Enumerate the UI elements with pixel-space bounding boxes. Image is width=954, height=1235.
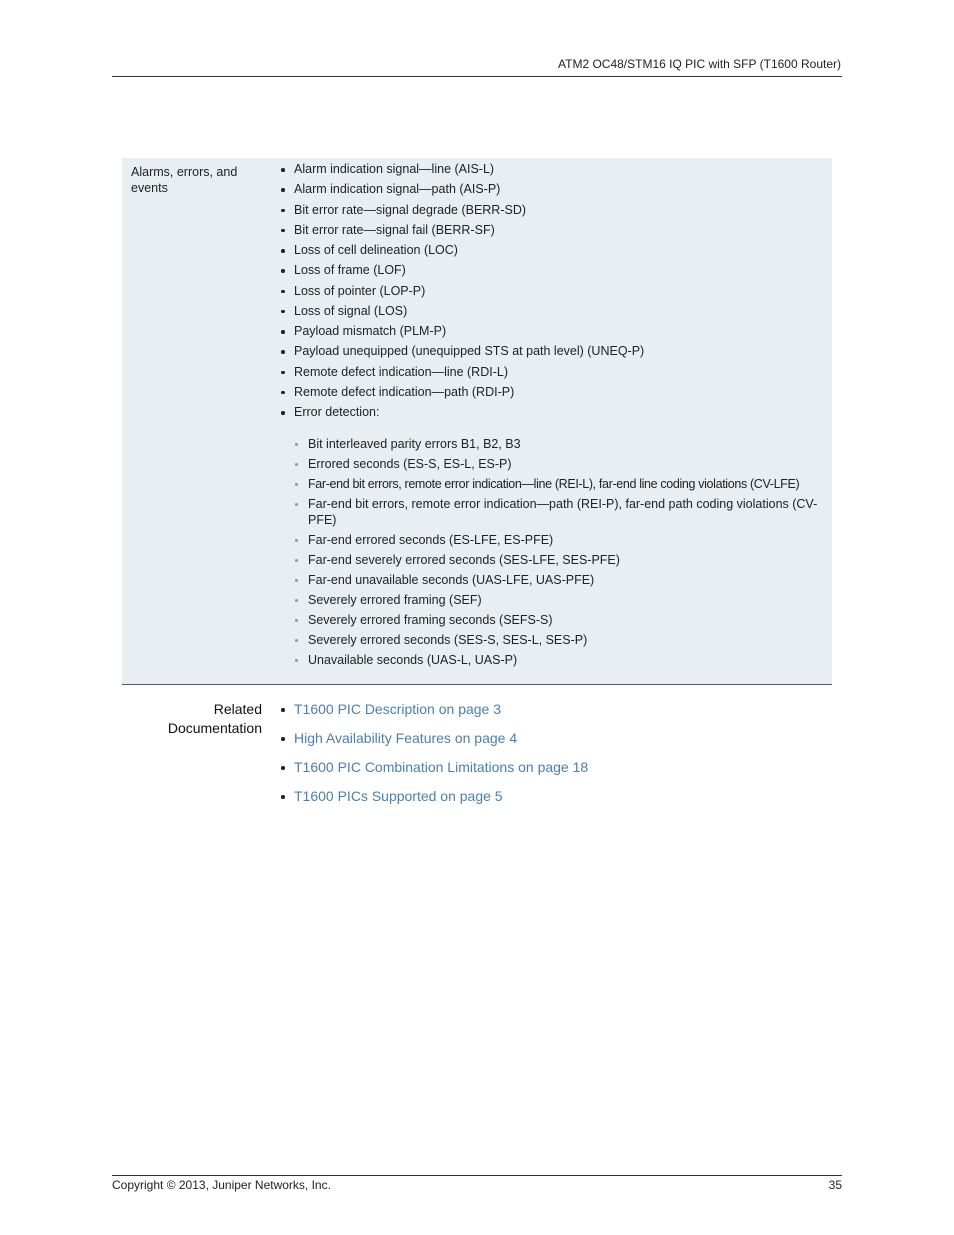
- related-heading-line: Related: [213, 701, 262, 717]
- error-detection-list: [294, 436, 824, 672]
- sub-list-item: Severely errored seconds (SES-S, SES-L, SES-P): [294, 632, 824, 648]
- related-link-item: [280, 700, 588, 729]
- sub-list-item: Unavailable seconds (UAS-L, UAS-P): [294, 652, 824, 668]
- list-item: Payload unequipped (unequipped STS at path level) (UNEQ-P): [280, 344, 644, 364]
- copyright: Copyright © 2013, Juniper Networks, Inc.: [112, 1178, 331, 1192]
- related-link-item: [280, 787, 588, 816]
- page-number: 35: [828, 1178, 842, 1192]
- list-item: Remote defect indication—line (RDI-L): [280, 365, 644, 385]
- list-item: Bit error rate—signal degrade (BERR-SD): [280, 203, 644, 223]
- list-item: Loss of frame (LOF): [280, 263, 644, 283]
- related-link-item: [280, 758, 588, 787]
- row-label: Alarms, errors, and events: [131, 165, 238, 195]
- list-item: Loss of signal (LOS): [280, 304, 644, 324]
- related-heading-line: Documentation: [167, 720, 262, 736]
- related-link[interactable]: T1600 PIC Description on page 3: [294, 701, 502, 717]
- list-item: Loss of pointer (LOP-P): [280, 284, 644, 304]
- alarm-list: [280, 162, 644, 425]
- sub-list-item: Far-end bit errors, remote error indication—line (REI-L), far-end line coding violations (CV-LFE): [294, 476, 824, 492]
- sub-list-item: Far-end bit errors, remote error indication—path (REI-P), far-end path coding violations (CV-PFE): [294, 496, 824, 528]
- list-item: Remote defect indication—path (RDI-P): [280, 385, 644, 405]
- sub-list-item: Far-end unavailable seconds (UAS-LFE, UAS-PFE): [294, 572, 824, 588]
- footer-rule: [112, 1175, 842, 1176]
- sub-list-item: Errored seconds (ES-S, ES-L, ES-P): [294, 456, 824, 472]
- sub-list-item: Severely errored framing (SEF): [294, 592, 824, 608]
- list-item: Payload mismatch (PLM-P): [280, 324, 644, 344]
- list-item: Alarm indication signal—path (AIS-P): [280, 182, 644, 202]
- related-link[interactable]: High Availability Features on page 4: [294, 730, 518, 746]
- list-item: Error detection:: [280, 405, 644, 425]
- related-link[interactable]: T1600 PIC Combination Limitations on page 18: [294, 759, 589, 775]
- sub-list-item: Severely errored framing seconds (SEFS-S): [294, 612, 824, 628]
- spec-table: [122, 158, 832, 685]
- list-item: Alarm indication signal—line (AIS-L): [280, 162, 644, 182]
- list-item: Loss of cell delineation (LOC): [280, 243, 644, 263]
- header-rule: [112, 76, 842, 77]
- related-documentation-heading: [130, 700, 262, 738]
- related-links: [280, 700, 588, 816]
- sub-list-item: Far-end errored seconds (ES-LFE, ES-PFE): [294, 532, 824, 548]
- related-link-item: [280, 729, 588, 758]
- running-header: ATM2 OC48/STM16 IQ PIC with SFP (T1600 Router): [558, 57, 841, 71]
- sub-list-item: Bit interleaved parity errors B1, B2, B3: [294, 436, 824, 452]
- sub-list-item: Far-end severely errored seconds (SES-LFE, SES-PFE): [294, 552, 824, 568]
- list-item: Bit error rate—signal fail (BERR-SF): [280, 223, 644, 243]
- related-link[interactable]: T1600 PICs Supported on page 5: [294, 788, 503, 804]
